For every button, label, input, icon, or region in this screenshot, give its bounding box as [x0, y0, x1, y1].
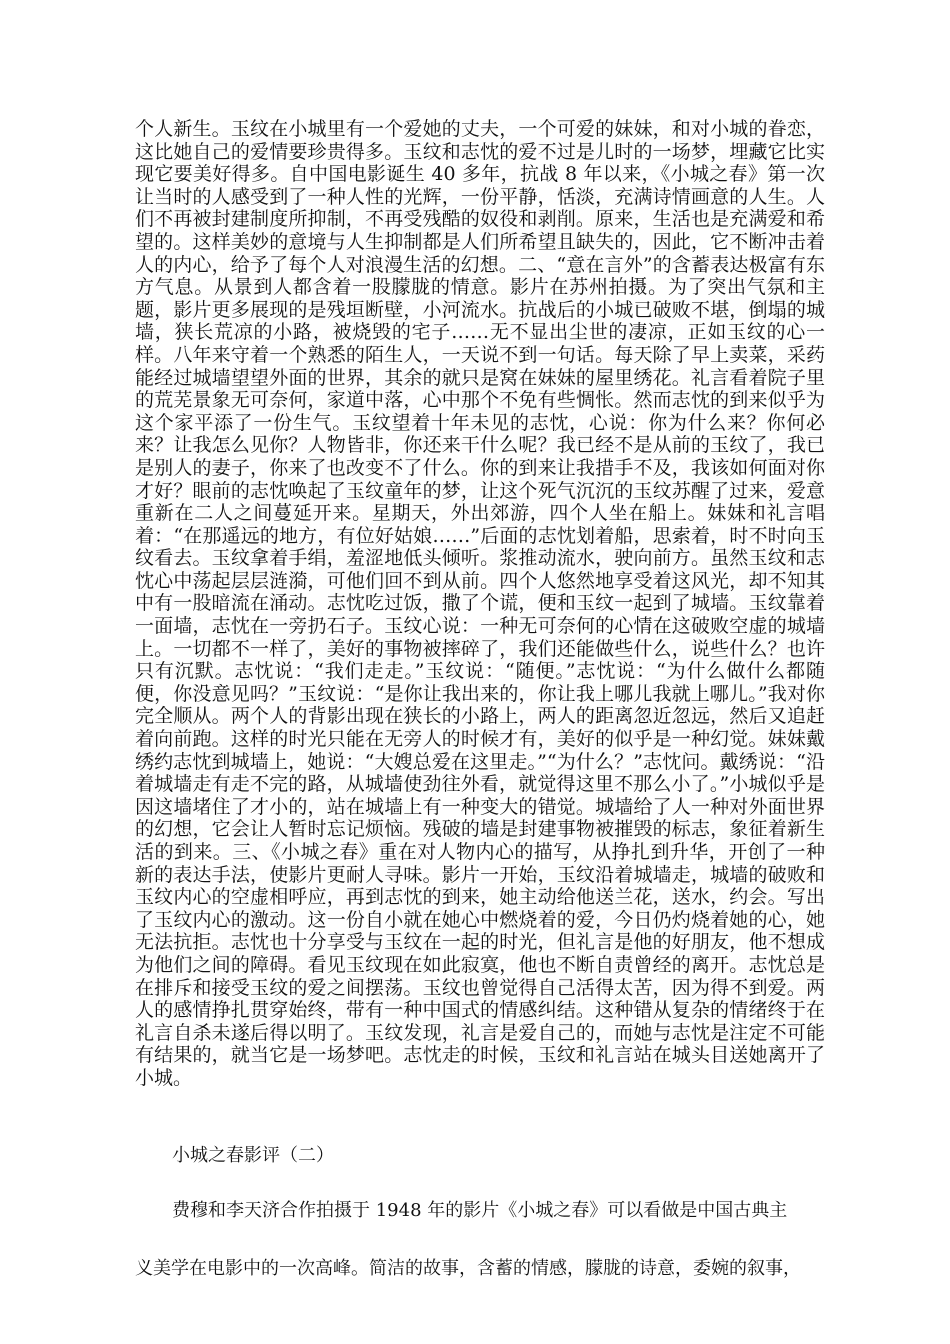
- paragraph-line: 费穆和李天济合作拍摄于 1948 年的影片《小城之春》可以看做是中国古典主: [172, 1200, 788, 1221]
- body-text: 个人新生。玉纹在小城里有一个爱她的丈夫，一个可爱的妹妹，和对小城的眷恋，这比她自己的爱情要珍贵得多。玉纹和志忱的爱不过是儿时的一场梦，埋藏它比实现它要美好得多。自中国电影诞生 40 多年，抗战 8 年以来，《小城之春》第一次让当时的人感受到了一种人性的光辉，一份平静，恬淡，充满诗情画意的人生。人们不再被封建制度所抑制，不再受残酷的奴役和剥削。原来，生活也是充满爱和希望的。这样美妙的意境与人生抑制都是人们所希望且缺失的，因此，它不断冲击着人的内心，给予了每个人对浪漫生活的幻想。二、“意在言外”的含蓄表达极富有东方气息。从景到人都含着一股朦胧的情意。影片在苏州拍摄。为了突出气氛和主题，影片更多展现的是残垣断壁，小河流水。抗战后的小城已破败不堪，倒塌的城墙，狭长荒凉的小路，被烧毁的宅子……无不显出尘世的凄凉，正如玉纹的心一样。八年来守着一个熟悉的陌生人，一天说不到一句话。每天除了早上卖菜，采药能经过城墙望望外面的世界，其余的就只是窝在妹妹的屋里绣花。礼言看着院子里的荒芜景象无可奈何，家道中落，心中那个不免有些惆怅。然而志忱的到来似乎为这个家平添了一份生气。玉纹望着十年未见的志忱，心说：你为什么来？你何必来？让我怎么见你？人物皆非，你还来干什么呢？我已经不是从前的玉纹了，我已是别人的妻子，你来了也改变不了什么。你的到来让我措手不及，我该如何面对你才好？眼前的志忱唤起了玉纹童年的梦，让这个死气沉沉的玉纹苏醒了过来，爱意重新在二人之间蔓延开来。星期天，外出郊游，四个人坐在船上。妹妹和礼言唱着：“在那遥远的地方，有位好姑娘……”后面的志忱划着船，思索着，时不时向玉纹看去。玉纹拿着手绢，羞涩地低头倾听。浆推动流水，驶向前方。虽然玉纹和志忱心中荡起层层涟漪，可他们回不到从前。四个人悠然地享受着这风光，却不知其中有一股暗流在涌动。志忱吃过饭，撒了个谎，便和玉纹一起到了城墙。玉纹靠着一面墙，志忱在一旁扔石子。玉纹心说：一种无可奈何的心情在这破败空虚的城墙上。一切都不一样了，美好的事物被摔碎了，我们还能做些什么，说些什么？也许只有沉默。志忱说：“我们走走。”玉纹说：“随便。”志忱说：“为什么做什么都随便，你没意见吗？”玉纹说：“是你让我出来的，你让我上哪儿我就上哪儿。”我对你完全顺从。两个人的背影出现在狭长的小路上，两人的距离忽近忽远，然后又追赶着向前跑。这样的时光只能在无旁人的时候才有，美好的似乎是一种幻觉。妹妹戴绣约志忱到城墙上，她说：“大嫂总爱在这里走。”“为什么？”志忱问。戴绣说：“沿着城墙走有走不完的路，从城墙使劲往外看，就觉得这里不那么小了。”小城似乎是因这墙堵住了才小的，站在城墙上有一种变大的错觉。城墙给了人一种对外面世界的幻想，它会让人暂时忘记烦恼。残破的墙是封建事物被摧毁的标志，象征着新生活的到来。三、《小城之春》重在对人物内心的描写，从挣扎到升华，开创了一种新的表达手法，使影片更耐人寻味。影片一开始，玉纹沿着城墙走，城墙的破败和玉纹内心的空虚相呼应，再到志忱的到来，她主动给他送兰花，送水，约会。写出了玉纹内心的激动。这一份自小就在她心中燃烧着的爱，今日仍灼烧着她的心，她无法抗拒。志忱也十分享受与玉纹在一起的时光，但礼言是他的好朋友，他不想成为他们之间的障碍。看见玉纹现在如此寂寞，他也不断自责曾经的离开。志忱总是在排斥和接受玉纹的爱之间摆荡。玉纹也曾觉得自己活得太苦，因为得不到爱。两人的感情挣扎贯穿始终，带有一种中国式的情感纠结。这种错从复杂的情绪终于在礼言自杀未遂后得以明了。玉纹发现，礼言是爱自己的，而她与志忱是注定不可能有结果的，就当它是一场梦吧。志忱走的时候，玉纹和礼言站在城头目送她离开了小城。: [135, 118, 825, 1089]
- section-heading: 小城之春影评（二）: [172, 1145, 334, 1166]
- paragraph-line: 义美学在电影中的一次高峰。简洁的故事，含蓄的情感，朦胧的诗意，委婉的叙事，: [135, 1258, 801, 1279]
